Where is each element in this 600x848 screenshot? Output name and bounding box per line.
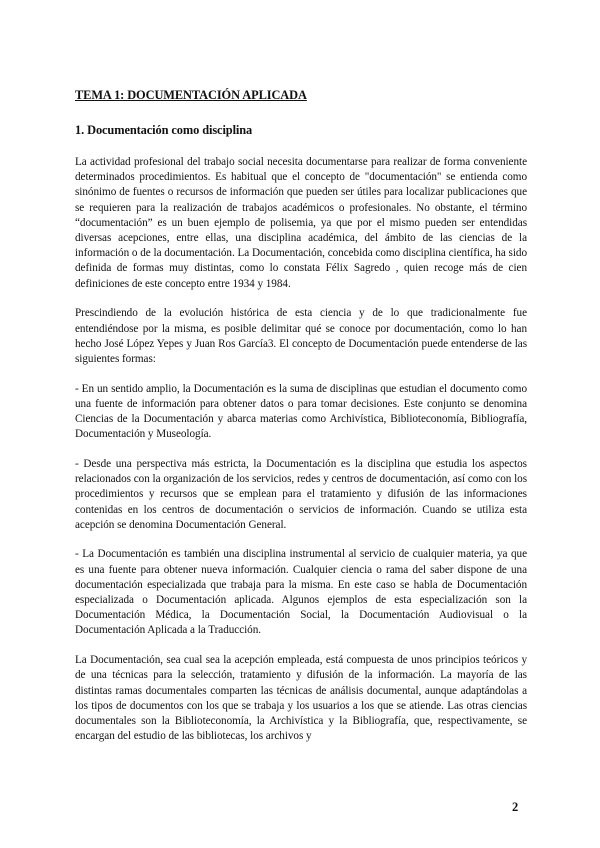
paragraph-instrumental: - La Documentación es también una disciplina instrumental al servicio de cualquier materia, ya que es una fuente para obtener nueva información. Cualquier ciencia o rama del saber dispone de una documentación especializada que trabaja para la misma. En este caso se habla de Documentación especializada o Documentación aplicada. Algunos ejemplos de esta especialización son la Documentación Médica, la Documentación Social, la Documentación Audiovisual o la Documentación Aplicada a la Traducción. [75,548,527,637]
document-page [75,88,527,759]
paragraph-definitions-lead: Prescindiendo de la evolución histórica de esta ciencia y de lo que tradicionalmente fue entendiéndose por la misma, es posible delimitar qué se conoce por documentación, como lo han hecho José López Yepes y Juan Ros García3. El concepto de Documentación puede entenderse de las siguientes formas: [75,307,527,365]
paragraph-strict-sense: - Desde una perspectiva más estricta, la Documentación es la disciplina que estudia los aspectos relacionados con la organización de los servicios, redes y centros de documentación, así como con los procedimientos y recursos que se emplean para el tratamiento y difusión de las informaciones contenidas en los centros de documentación o servicios de información. Cuando se utiliza esta acepción se denomina Documentación General. [75,457,527,531]
document-title: TEMA 1: DOCUMENTACIÓN APLICADA [75,88,307,102]
paragraph-broad-sense: - En un sentido amplio, la Documentación es la suma de disciplinas que estudian el documento como una fuente de información para obtener datos o para tomar decisiones. Este conjunto se denomina Ciencias de la Documentación y abarca materias como Archivística, Biblioteconomía, Bibliografía, Documentación y Museología. [75,382,527,441]
page-number: 2 [512,800,519,814]
paragraph-intro: La actividad profesional del trabajo social necesita documentarse para realizar de forma conveniente determinados procedimientos. Es habitual que el concepto de "documentación" se entienda como sinónimo de fuentes o recursos de información que pueden ser útiles para localizar publicaciones que se requieren para la realización de trabajos académicos o profesionales. No obstante, el término “documentación” es un buen ejemplo de polisemia, ya que por el mismo pueden ser entendidas diversas acepciones, entre ellas, una disciplina académica, del ámbito de las ciencias de la información o de la documentación. La Documentación, concebida como disciplina científica, ha sido definida de formas muy distintas, como lo constata Félix Sagredo , quien recoge más de cien definiciones de este concepto entre 1934 y 1984. [75,156,527,290]
paragraph-principles: La Documentación, sea cual sea la acepción empleada, está compuesta de unos principios teóricos y de una técnicas para la selección, tratamiento y difusión de la información. La mayoría de las distintas ramas documentales comparten las técnicas de análisis documental, aunque adaptándolas a los tipos de documentos con los que se trabaja y los usuarios a los que se atiende. Las otras ciencias documentales son la Biblioteconomía, la Archivística y la Bibliografía, que, respectivamente, se encargan del estudio de las bibliotecas, los archivos y [75,654,527,743]
section-heading: 1. Documentación como disciplina [75,123,253,137]
